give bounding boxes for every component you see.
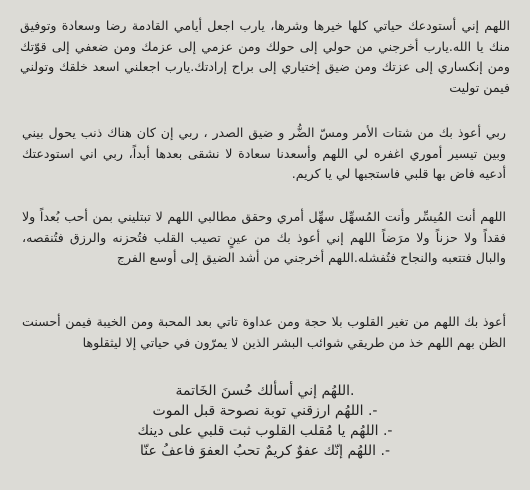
prayer-item: -. اللهُم ارزقني توبة نصوحة قبل الموت [152,403,378,419]
prayer-item: -. اللهُم إنّك عفوٌ كريمٌ تحبُ العفوَ فاعفُ عنّا [139,443,391,459]
prayer-item: -. اللهُم يا مُقلب القلوب ثبت قلبي على دينك [137,423,393,439]
prayer-item: .اللهُم إني أسألك حُسنَ الخَاتمة [175,383,355,399]
paragraph-3: اللهم أنت المُيسِّر وأنت المُسهِّل سهِّل أمري وحقق مطالبي اللهم لا تبتليني بمن أحب بُعداً ولا فقداً ولا حزناً ولا مرَضاً اللهم إني أعوذ بك من عينٍ تصيب القلب فتُحزنه والرزق فتُنقصه، والبال فتتعبه والنجاح فتُفشله.اللهم أخرجني من أشد الضيق إلى أوسع الفرج [22,209,506,265]
prayer-list [40,381,490,461]
paragraph-1: اللهم إني أستودعك حياتي كلها خيرها وشرها، يارب اجعل أيامي القادمة رضا وسعادة وتوفيق منك يا الله.يارب أخرجني من حولي إلى حولك ومن عزمي إلى عزمك ومن ضعفي إلى قوّتك ومن إنكساري إلى عزتك ومن ضيق إختياري إلى براح إرادتك.يارب اجعلني اسعد خلقك وتولني فيمن توليت [20,18,510,95]
paragraph-4: أعوذ بك اللهم من تغير القلوب بلا حجة ومن عداوة تاتي بعد المحبة ومن الخيبة فيمن أحسنت الظن بهم اللهم خذ من طريقي شوائب البشر الذين لا يمرّون في حياتي إلا ليثقلوها [22,314,506,350]
paragraph-2: ربي أعوذ بك من شتات الأمر ومسّ الضُّر و ضيق الصدر ، ربي إن كان هناك ذنب يحول بيني وبين تيسير أموري اغفره لي اللهم وأسعدنا سعادة لا نشقى بعدها أبداً، ربي اني استودعتك أدعيه فاض بها قلبي فاستجبها لي يا كريم. [22,125,506,181]
